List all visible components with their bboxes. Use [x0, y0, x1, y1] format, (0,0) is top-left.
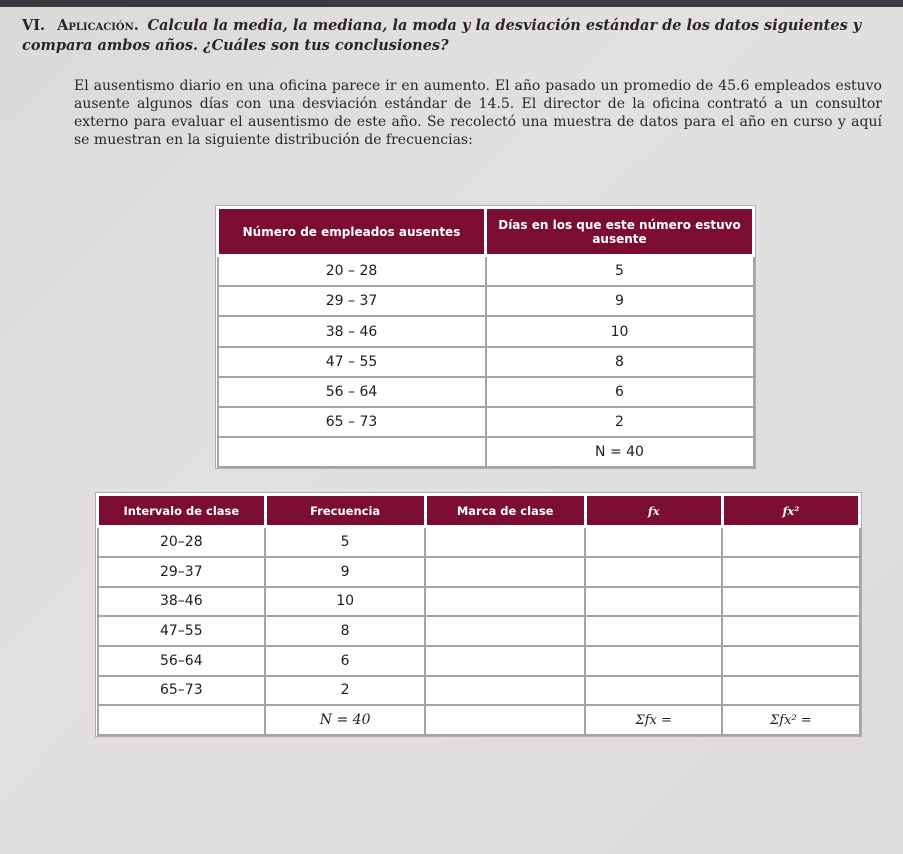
days-cell: 10 — [486, 316, 754, 346]
header-frequency: Frecuencia — [265, 495, 425, 527]
fx-squared-cell[interactable] — [722, 646, 859, 676]
fx-squared-cell[interactable] — [722, 557, 859, 587]
days-cell: 6 — [486, 377, 754, 407]
table-row — [98, 676, 860, 706]
table-row — [218, 256, 754, 287]
days-cell: 8 — [486, 347, 754, 377]
fx-cell[interactable] — [585, 676, 722, 706]
exercise-question: Calcula la media, la mediana, la moda y la desviación estándar de los datos siguientes y compara ambos años. ¿Cuáles son tus conclusiones? — [22, 17, 862, 54]
fx-cell[interactable] — [585, 646, 722, 676]
days-cell: 5 — [486, 256, 754, 287]
empty-cell — [218, 437, 486, 467]
frequency-table — [215, 205, 756, 469]
exercise-lead: Aplicación. — [57, 17, 139, 34]
total-row — [218, 437, 754, 467]
table-row — [218, 316, 754, 346]
table-row — [98, 557, 860, 587]
total-n-cell: N = 40 — [265, 705, 425, 735]
frequency-cell: 6 — [265, 646, 425, 676]
interval-cell: 38 – 46 — [218, 316, 486, 346]
interval-cell: 65 – 73 — [218, 407, 486, 437]
table-row — [98, 616, 860, 646]
sum-fx-cell[interactable]: Σfx = — [585, 705, 722, 735]
fx-squared-cell[interactable] — [722, 587, 859, 617]
worksheet-table — [95, 492, 862, 737]
frequency-cell: 9 — [265, 557, 425, 587]
frequency-cell: 8 — [265, 616, 425, 646]
class-mark-cell[interactable] — [425, 646, 585, 676]
fx-cell[interactable] — [585, 527, 722, 557]
table-row — [218, 377, 754, 407]
sum-fx-squared-cell[interactable]: Σfx² = — [722, 705, 859, 735]
days-cell: 2 — [486, 407, 754, 437]
interval-cell: 65–73 — [98, 676, 266, 706]
frequency-cell: 10 — [265, 587, 425, 617]
empty-cell — [98, 705, 266, 735]
table-row — [218, 407, 754, 437]
class-mark-cell[interactable] — [425, 616, 585, 646]
table-row — [98, 527, 860, 557]
header-days-absent: Días en los que este número estuvo ausente — [486, 208, 754, 256]
fx-cell[interactable] — [585, 587, 722, 617]
class-mark-cell[interactable] — [425, 676, 585, 706]
interval-cell: 47–55 — [98, 616, 266, 646]
class-mark-cell[interactable] — [425, 557, 585, 587]
interval-cell: 29 – 37 — [218, 286, 486, 316]
fx-squared-cell[interactable] — [722, 616, 859, 646]
interval-cell: 47 – 55 — [218, 347, 486, 377]
fx-cell[interactable] — [585, 616, 722, 646]
interval-cell: 56 – 64 — [218, 377, 486, 407]
frequency-cell: 5 — [265, 527, 425, 557]
total-n-cell: N = 40 — [486, 437, 754, 467]
interval-cell: 29–37 — [98, 557, 266, 587]
header-absent-employees: Número de empleados ausentes — [218, 208, 486, 256]
header-fx: fx — [585, 495, 722, 527]
days-cell: 9 — [486, 286, 754, 316]
interval-cell: 20 – 28 — [218, 256, 486, 287]
table-row — [98, 646, 860, 676]
header-class-mark: Marca de clase — [425, 495, 585, 527]
table-row — [218, 286, 754, 316]
empty-cell — [425, 705, 585, 735]
table-row — [218, 347, 754, 377]
table-row — [98, 587, 860, 617]
class-mark-cell[interactable] — [425, 587, 585, 617]
top-edge-bar — [0, 0, 903, 7]
frequency-cell: 2 — [265, 676, 425, 706]
exercise-number: VI. — [22, 17, 46, 34]
fx-squared-cell[interactable] — [722, 527, 859, 557]
total-row — [98, 705, 860, 735]
interval-cell: 38–46 — [98, 587, 266, 617]
fx-squared-cell[interactable] — [722, 676, 859, 706]
interval-cell: 20–28 — [98, 527, 266, 557]
problem-paragraph: El ausentismo diario en una oficina parece ir en aumento. El año pasado un promedio de 45.6 empleados estuvo ausente algunos días con una desviación estándar de 14.5. El director de la oficina contrató a un consultor externo para evaluar el ausentismo de este año. Se recolectó una muestra de datos para el año en curso y aquí se muestran en la siguiente distribución de frecuencias: — [74, 78, 882, 148]
interval-cell: 56–64 — [98, 646, 266, 676]
fx-cell[interactable] — [585, 557, 722, 587]
exercise-heading — [22, 16, 884, 56]
class-mark-cell[interactable] — [425, 527, 585, 557]
header-fx-squared: fx² — [722, 495, 859, 527]
header-class-interval: Intervalo de clase — [98, 495, 266, 527]
